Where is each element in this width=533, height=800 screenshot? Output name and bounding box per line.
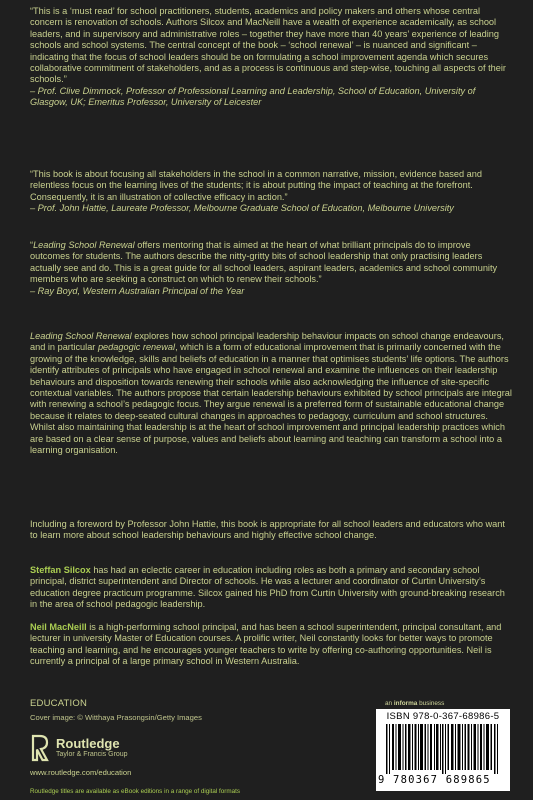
review-quote-open: “	[30, 240, 34, 250]
barcode-number: 9 780367 689865	[378, 774, 491, 786]
publisher-group: Taylor & Francis Group	[56, 751, 128, 758]
author-bio-silcox	[30, 565, 512, 611]
review-attribution: – Ray Boyd, Western Australian Principal of the Year	[30, 285, 245, 296]
description-text: , which is a form of educational improvement that is primarily concerned with the growing of the knowledge, skills and beliefs of education in a manner that optimises students’ life options. The authors identify attributes of principals who have engaged in school renewal and examine the influences on their leadership behaviours and disposition towards renewing their schools while also acknowledging the influence of site-specific contextual variables. The authors propose that certain leadership behaviours exhibited by school principals are integral with renewing a school’s pedagogic focus. They argue renewal is a preferred form of sustainable educational change because it relates to deep-seated cultural changes in approaches to pedagogy, curriculum and school structures. Whilst also maintaining that leadership is at the heart of school improvement and principal leadership practices which are based on a clear sense of purpose, values and beliefs about learning and teaching can transform a school into a learning organisation.	[30, 342, 512, 456]
publisher-logo	[30, 734, 128, 762]
author-bio: is a high-performing school principal, and has been a school superintendent, principal consultant, and lecturer in university Master of Education courses. A prolific writer, Neil constantly looks for better ways to promote teaching and learning, and he encourages younger teachers to write by offering co-authoring opportunities. Neil is currently a principal of a large primary school in Western Australia.	[30, 622, 502, 667]
review-quote: offers mentoring that is aimed at the heart of what brilliant principals do to improve outcomes for students. The authors describe the nitty-gritty bits of school leadership that only practising leaders actually see and do. This is a great guide for all school leaders, aspirant leaders, academics and school community members who are seeking a construct on which to renew their schools.”	[30, 240, 498, 285]
informa-business-tag	[385, 700, 444, 707]
isbn-number: ISBN 978-0-367-68986-5	[386, 711, 500, 722]
publisher-name: Routledge	[56, 736, 120, 751]
barcode-icon	[386, 724, 500, 774]
foreword-note: Including a foreword by Professor John Hattie, this book is appropriate for all school leaders and educators who want to learn more about school leadership behaviours and highly effective school change.	[30, 519, 505, 541]
informa-suffix: business	[417, 700, 445, 707]
review-book-title: Leading School Renewal	[33, 240, 135, 250]
description-text: explores how school principal leadership behaviour impacts on school change endeavours, and in particular	[30, 331, 504, 353]
routledge-r-icon	[30, 734, 50, 762]
review-attribution: – Prof. Clive Dimmock, Professor of Professional Learning and Leadership, School of Education, University of Glasgow, UK; Emeritus Professor, University of Leicester	[30, 85, 476, 108]
review-boyd	[30, 240, 512, 297]
review-attribution: – Prof. John Hattie, Laureate Professor, Melbourne Graduate School of Education, Melbourne University	[30, 203, 454, 214]
review-quote: “This book is about focusing all stakeholders in the school in a common narrative, mission, evidence based and relentless focus on the learning lives of the students; it is about putting the impact of teaching at the forefront. Consequently, it is an illustration of collective efficacy in action.”	[30, 169, 482, 202]
author-bio: has had an eclectic career in education including roles as both a primary and secondary school principal, district superintendent and Director of schools. He was a lecturer and coordinator of Curtin University’s education degree practicum programme. Silcox gained his PhD from Curtin University with ground-breaking research in the area of school pedagogic leadership.	[30, 565, 505, 610]
description-book-title: Leading School Renewal	[30, 331, 132, 341]
cover-image-credit: Cover image: © Witthaya Prasongsin/Getty Images	[30, 713, 202, 722]
author-name: Steffan Silcox	[30, 565, 91, 575]
publisher-url[interactable]: www.routledge.com/education	[30, 768, 132, 777]
book-description	[30, 331, 512, 456]
informa-prefix: an	[385, 700, 394, 707]
ebook-note: Routledge titles are available as eBook editions in a range of digital formats	[30, 788, 241, 795]
author-name: Neil MacNeill	[30, 622, 87, 632]
isbn-barcode-box	[376, 709, 510, 791]
description-term: pedagogic renewal	[97, 342, 176, 353]
review-dimmock	[30, 6, 512, 109]
review-quote: “This is a ‘must read’ for school practitioners, students, academics and policy makers and others whose central concern is renovation of schools. Authors Silcox and MacNeill have a wealth of experience academically, as school leaders, and in supervisory and administrative roles – together they have more than 40 years’ experience of leading schools and school systems. The central concept of the book – ‘school renewal’ – is nuanced and significant – indicating that the focus of school leaders should be on formulating a school improvement agenda which secures collaborative commitment of stakeholders, and as a process is continuous and step-wise, touching all aspects of their schools.”	[30, 6, 506, 85]
review-hattie	[30, 169, 512, 215]
informa-brand: informa	[393, 700, 418, 707]
author-bio-macneill	[30, 622, 512, 668]
subject-category: EDUCATION	[30, 698, 88, 709]
